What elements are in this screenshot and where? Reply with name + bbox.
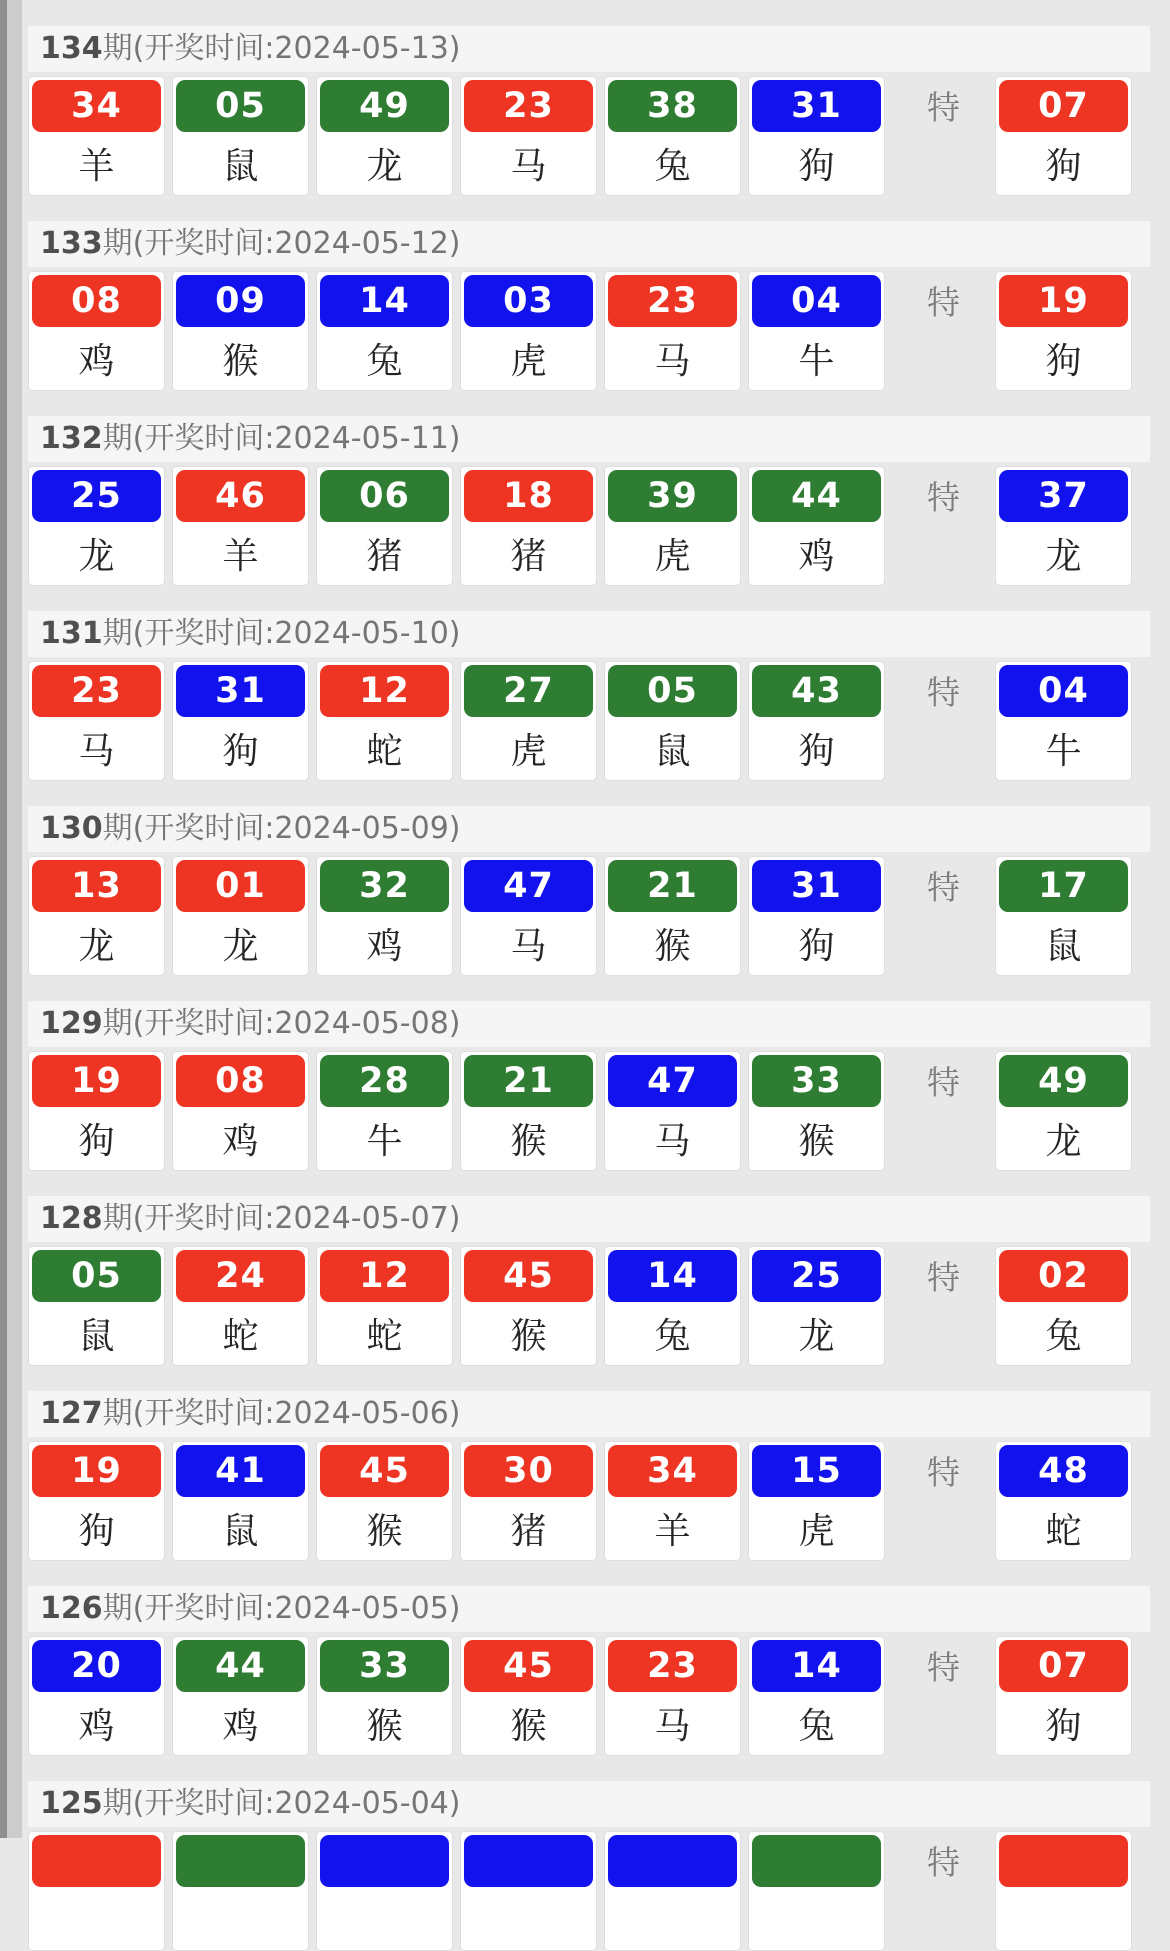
zodiac-label: 兔 <box>654 145 691 187</box>
number-cell <box>172 1831 309 1951</box>
number-ball: 14 <box>320 275 449 327</box>
special-number-ball: 02 <box>999 1250 1128 1302</box>
number-cell <box>172 856 309 976</box>
number-ball: 47 <box>608 1055 737 1107</box>
number-ball: 14 <box>608 1250 737 1302</box>
draw-header <box>28 1391 1150 1437</box>
number-cell <box>748 1441 885 1561</box>
draw-time-label: 期(开奖时间:2024-05-11) <box>102 421 461 456</box>
number-ball: 12 <box>320 665 449 717</box>
number-ball: 32 <box>320 860 449 912</box>
number-cell <box>316 271 453 391</box>
zodiac-label: 狗 <box>798 145 835 187</box>
special-number-ball: 07 <box>999 80 1128 132</box>
number-cell <box>316 1636 453 1756</box>
number-cell <box>28 76 165 196</box>
number-ball: 23 <box>464 80 593 132</box>
numbers-row <box>28 1051 1150 1171</box>
special-number-cell <box>995 1246 1132 1366</box>
special-zodiac-label: 狗 <box>1045 340 1082 382</box>
page-edge <box>0 0 22 1838</box>
number-ball: 03 <box>464 275 593 327</box>
number-ball: 44 <box>752 470 881 522</box>
number-ball: 06 <box>320 470 449 522</box>
zodiac-label <box>32 1889 161 1947</box>
special-separator <box>892 1249 995 1301</box>
special-number-cell <box>995 1636 1132 1756</box>
numbers-row <box>28 1246 1150 1366</box>
number-cell <box>604 1636 741 1756</box>
number-cell <box>316 1441 453 1561</box>
number-ball: 44 <box>176 1640 305 1692</box>
zodiac-label <box>752 1889 881 1947</box>
period-number: 127 <box>40 1396 103 1431</box>
number-cell <box>28 1636 165 1756</box>
numbers-row <box>28 271 1150 391</box>
zodiac-label: 虎 <box>654 535 691 577</box>
zodiac-label: 龙 <box>222 925 259 967</box>
special-number-ball: 17 <box>999 860 1128 912</box>
number-ball: 13 <box>32 860 161 912</box>
special-separator <box>892 1834 995 1886</box>
zodiac-label: 龙 <box>78 535 115 577</box>
special-number-ball <box>999 1835 1128 1887</box>
number-cell <box>460 1051 597 1171</box>
number-ball: 45 <box>320 1445 449 1497</box>
number-ball: 14 <box>752 1640 881 1692</box>
number-cell <box>28 1246 165 1366</box>
number-cell <box>172 466 309 586</box>
number-ball: 33 <box>752 1055 881 1107</box>
number-cell <box>28 661 165 781</box>
special-zodiac-label: 龙 <box>1045 535 1082 577</box>
draw-header <box>28 1586 1150 1632</box>
draw-header <box>28 26 1150 72</box>
zodiac-label <box>464 1889 593 1947</box>
te-label: 特 <box>927 477 960 517</box>
special-number-ball: 07 <box>999 1640 1128 1692</box>
draw-block <box>28 611 1150 781</box>
zodiac-label: 猪 <box>510 1510 547 1552</box>
zodiac-label: 狗 <box>78 1510 115 1552</box>
number-cell <box>460 1636 597 1756</box>
number-ball: 25 <box>752 1250 881 1302</box>
number-cell <box>748 1246 885 1366</box>
zodiac-label: 鸡 <box>222 1705 259 1747</box>
special-number-ball: 19 <box>999 275 1128 327</box>
draw-header <box>28 1781 1150 1827</box>
period-number: 131 <box>40 616 103 651</box>
zodiac-label: 虎 <box>510 340 547 382</box>
number-ball: 28 <box>320 1055 449 1107</box>
zodiac-label <box>608 1889 737 1947</box>
number-ball: 21 <box>464 1055 593 1107</box>
te-label: 特 <box>927 1062 960 1102</box>
special-separator <box>892 664 995 716</box>
number-ball: 34 <box>608 1445 737 1497</box>
number-cell <box>748 856 885 976</box>
zodiac-label: 鼠 <box>222 1510 259 1552</box>
number-cell <box>604 1441 741 1561</box>
draw-block <box>28 1196 1150 1366</box>
zodiac-label <box>320 1889 449 1947</box>
number-ball: 05 <box>32 1250 161 1302</box>
number-ball: 45 <box>464 1250 593 1302</box>
number-ball: 25 <box>32 470 161 522</box>
special-separator <box>892 79 995 131</box>
special-number-ball: 04 <box>999 665 1128 717</box>
number-ball: 21 <box>608 860 737 912</box>
number-cell <box>28 271 165 391</box>
number-cell <box>460 661 597 781</box>
special-number-ball: 49 <box>999 1055 1128 1107</box>
number-cell <box>460 76 597 196</box>
draw-header <box>28 416 1150 462</box>
draw-time-label: 期(开奖时间:2024-05-08) <box>102 1006 461 1041</box>
zodiac-label: 猴 <box>510 1120 547 1162</box>
zodiac-label: 鸡 <box>366 925 403 967</box>
number-cell <box>28 1051 165 1171</box>
zodiac-label: 马 <box>654 1705 691 1747</box>
number-cell <box>172 1441 309 1561</box>
number-ball: 33 <box>320 1640 449 1692</box>
number-cell <box>460 1441 597 1561</box>
special-number-cell <box>995 1051 1132 1171</box>
number-cell <box>172 271 309 391</box>
zodiac-label: 猴 <box>366 1705 403 1747</box>
number-ball <box>176 1835 305 1887</box>
special-separator <box>892 1444 995 1496</box>
number-cell <box>748 1051 885 1171</box>
zodiac-label: 猴 <box>510 1315 547 1357</box>
special-zodiac-label: 狗 <box>1045 145 1082 187</box>
number-cell <box>460 271 597 391</box>
zodiac-label: 猴 <box>222 340 259 382</box>
zodiac-label: 羊 <box>654 1510 691 1552</box>
draw-header <box>28 1001 1150 1047</box>
period-number: 133 <box>40 226 103 261</box>
period-number: 130 <box>40 811 103 846</box>
number-ball: 18 <box>464 470 593 522</box>
special-zodiac-label: 龙 <box>1045 1120 1082 1162</box>
zodiac-label: 牛 <box>798 340 835 382</box>
number-ball: 09 <box>176 275 305 327</box>
numbers-row <box>28 76 1150 196</box>
special-number-cell <box>995 661 1132 781</box>
number-ball <box>608 1835 737 1887</box>
number-ball <box>464 1835 593 1887</box>
number-cell <box>604 1051 741 1171</box>
numbers-row <box>28 1831 1150 1951</box>
zodiac-label: 兔 <box>798 1705 835 1747</box>
zodiac-label: 猪 <box>510 535 547 577</box>
period-number: 132 <box>40 421 103 456</box>
number-cell <box>604 76 741 196</box>
draw-time-label: 期(开奖时间:2024-05-12) <box>102 226 461 261</box>
draw-header <box>28 806 1150 852</box>
number-cell <box>316 76 453 196</box>
zodiac-label: 马 <box>510 925 547 967</box>
zodiac-label: 狗 <box>78 1120 115 1162</box>
zodiac-label: 虎 <box>798 1510 835 1552</box>
te-label: 特 <box>927 1842 960 1882</box>
number-ball: 04 <box>752 275 881 327</box>
number-ball: 45 <box>464 1640 593 1692</box>
special-zodiac-label: 牛 <box>1045 730 1082 772</box>
te-label: 特 <box>927 867 960 907</box>
number-cell <box>748 271 885 391</box>
number-cell <box>460 1831 597 1951</box>
number-ball: 34 <box>32 80 161 132</box>
period-number: 129 <box>40 1006 103 1041</box>
zodiac-label: 鸡 <box>798 535 835 577</box>
special-number-cell <box>995 1441 1132 1561</box>
zodiac-label: 鸡 <box>78 340 115 382</box>
zodiac-label: 兔 <box>654 1315 691 1357</box>
number-ball: 12 <box>320 1250 449 1302</box>
number-cell <box>316 1831 453 1951</box>
zodiac-label: 狗 <box>798 925 835 967</box>
number-cell <box>604 1246 741 1366</box>
number-cell <box>172 661 309 781</box>
special-number-cell <box>995 271 1132 391</box>
draw-block <box>28 1781 1150 1951</box>
special-number-ball: 48 <box>999 1445 1128 1497</box>
number-ball: 01 <box>176 860 305 912</box>
zodiac-label: 猴 <box>798 1120 835 1162</box>
number-ball: 08 <box>176 1055 305 1107</box>
number-ball: 39 <box>608 470 737 522</box>
zodiac-label: 龙 <box>798 1315 835 1357</box>
zodiac-label: 猴 <box>654 925 691 967</box>
draw-time-label: 期(开奖时间:2024-05-10) <box>102 616 461 651</box>
zodiac-label: 虎 <box>510 730 547 772</box>
number-ball: 23 <box>608 275 737 327</box>
draw-block <box>28 1391 1150 1561</box>
number-ball: 05 <box>608 665 737 717</box>
number-cell <box>748 1831 885 1951</box>
period-number: 134 <box>40 31 103 66</box>
number-cell <box>604 466 741 586</box>
special-number-cell <box>995 76 1132 196</box>
special-separator <box>892 859 995 911</box>
draw-time-label: 期(开奖时间:2024-05-06) <box>102 1396 461 1431</box>
zodiac-label: 马 <box>510 145 547 187</box>
zodiac-label: 鸡 <box>222 1120 259 1162</box>
zodiac-label: 猪 <box>366 535 403 577</box>
number-cell <box>172 76 309 196</box>
numbers-row <box>28 661 1150 781</box>
zodiac-label: 蛇 <box>366 1315 403 1357</box>
draw-time-label: 期(开奖时间:2024-05-13) <box>102 31 461 66</box>
zodiac-label: 蛇 <box>366 730 403 772</box>
te-label: 特 <box>927 1257 960 1297</box>
number-ball: 31 <box>752 80 881 132</box>
zodiac-label: 鼠 <box>78 1315 115 1357</box>
period-number: 126 <box>40 1591 103 1626</box>
draw-block <box>28 1586 1150 1756</box>
number-ball: 19 <box>32 1445 161 1497</box>
zodiac-label: 鸡 <box>78 1705 115 1747</box>
number-cell <box>748 76 885 196</box>
number-ball: 05 <box>176 80 305 132</box>
zodiac-label: 鼠 <box>654 730 691 772</box>
number-ball: 23 <box>32 665 161 717</box>
zodiac-label: 马 <box>78 730 115 772</box>
numbers-row <box>28 1441 1150 1561</box>
draw-header <box>28 221 1150 267</box>
special-zodiac-label: 狗 <box>1045 1705 1082 1747</box>
number-cell <box>28 466 165 586</box>
special-zodiac-label <box>999 1889 1128 1947</box>
number-ball: 41 <box>176 1445 305 1497</box>
number-ball: 31 <box>176 665 305 717</box>
special-zodiac-label: 蛇 <box>1045 1510 1082 1552</box>
number-ball: 30 <box>464 1445 593 1497</box>
number-cell <box>316 1051 453 1171</box>
number-ball <box>32 1835 161 1887</box>
zodiac-label: 猴 <box>366 1510 403 1552</box>
number-cell <box>172 1636 309 1756</box>
number-cell <box>28 1831 165 1951</box>
zodiac-label: 龙 <box>366 145 403 187</box>
te-label: 特 <box>927 1647 960 1687</box>
number-ball: 31 <box>752 860 881 912</box>
number-ball: 23 <box>608 1640 737 1692</box>
number-ball: 49 <box>320 80 449 132</box>
draw-time-label: 期(开奖时间:2024-05-09) <box>102 811 461 846</box>
zodiac-label: 蛇 <box>222 1315 259 1357</box>
number-cell <box>172 1051 309 1171</box>
special-number-cell <box>995 856 1132 976</box>
zodiac-label: 狗 <box>798 730 835 772</box>
draw-block <box>28 26 1150 196</box>
zodiac-label: 马 <box>654 1120 691 1162</box>
numbers-row <box>28 466 1150 586</box>
zodiac-label: 兔 <box>366 340 403 382</box>
number-cell <box>28 856 165 976</box>
draw-time-label: 期(开奖时间:2024-05-07) <box>102 1201 461 1236</box>
number-cell <box>748 1636 885 1756</box>
special-number-cell <box>995 1831 1132 1951</box>
special-separator <box>892 1054 995 1106</box>
draw-time-label: 期(开奖时间:2024-05-05) <box>102 1591 461 1626</box>
number-cell <box>604 661 741 781</box>
special-number-ball: 37 <box>999 470 1128 522</box>
number-ball <box>752 1835 881 1887</box>
special-zodiac-label: 兔 <box>1045 1315 1082 1357</box>
number-ball: 19 <box>32 1055 161 1107</box>
period-number: 125 <box>40 1786 103 1821</box>
draw-block <box>28 1001 1150 1171</box>
number-cell <box>604 271 741 391</box>
number-ball: 27 <box>464 665 593 717</box>
number-cell <box>316 856 453 976</box>
number-cell <box>460 1246 597 1366</box>
number-cell <box>748 661 885 781</box>
draw-time-label: 期(开奖时间:2024-05-04) <box>102 1786 461 1821</box>
number-cell <box>316 466 453 586</box>
numbers-row <box>28 856 1150 976</box>
special-separator <box>892 274 995 326</box>
draw-block <box>28 221 1150 391</box>
draw-header <box>28 611 1150 657</box>
zodiac-label: 猴 <box>510 1705 547 1747</box>
number-cell <box>604 1831 741 1951</box>
period-number: 128 <box>40 1201 103 1236</box>
number-ball: 46 <box>176 470 305 522</box>
special-separator <box>892 469 995 521</box>
number-cell <box>748 466 885 586</box>
numbers-row <box>28 1636 1150 1756</box>
te-label: 特 <box>927 1452 960 1492</box>
number-cell <box>28 1441 165 1561</box>
zodiac-label: 狗 <box>222 730 259 772</box>
zodiac-label: 羊 <box>222 535 259 577</box>
zodiac-label: 羊 <box>78 145 115 187</box>
number-ball: 15 <box>752 1445 881 1497</box>
number-cell <box>316 661 453 781</box>
number-cell <box>604 856 741 976</box>
number-cell <box>316 1246 453 1366</box>
te-label: 特 <box>927 282 960 322</box>
number-ball: 20 <box>32 1640 161 1692</box>
special-zodiac-label: 鼠 <box>1045 925 1082 967</box>
number-ball: 43 <box>752 665 881 717</box>
number-cell <box>460 856 597 976</box>
special-separator <box>892 1639 995 1691</box>
draw-header <box>28 1196 1150 1242</box>
zodiac-label: 鼠 <box>222 145 259 187</box>
number-ball: 38 <box>608 80 737 132</box>
zodiac-label <box>176 1889 305 1947</box>
zodiac-label: 牛 <box>366 1120 403 1162</box>
zodiac-label: 龙 <box>78 925 115 967</box>
number-ball <box>320 1835 449 1887</box>
results-list <box>28 0 1150 1951</box>
te-label: 特 <box>927 672 960 712</box>
number-ball: 24 <box>176 1250 305 1302</box>
number-cell <box>172 1246 309 1366</box>
draw-block <box>28 806 1150 976</box>
number-cell <box>460 466 597 586</box>
te-label: 特 <box>927 87 960 127</box>
special-number-cell <box>995 466 1132 586</box>
draw-block <box>28 416 1150 586</box>
number-ball: 47 <box>464 860 593 912</box>
number-ball: 08 <box>32 275 161 327</box>
zodiac-label: 马 <box>654 340 691 382</box>
